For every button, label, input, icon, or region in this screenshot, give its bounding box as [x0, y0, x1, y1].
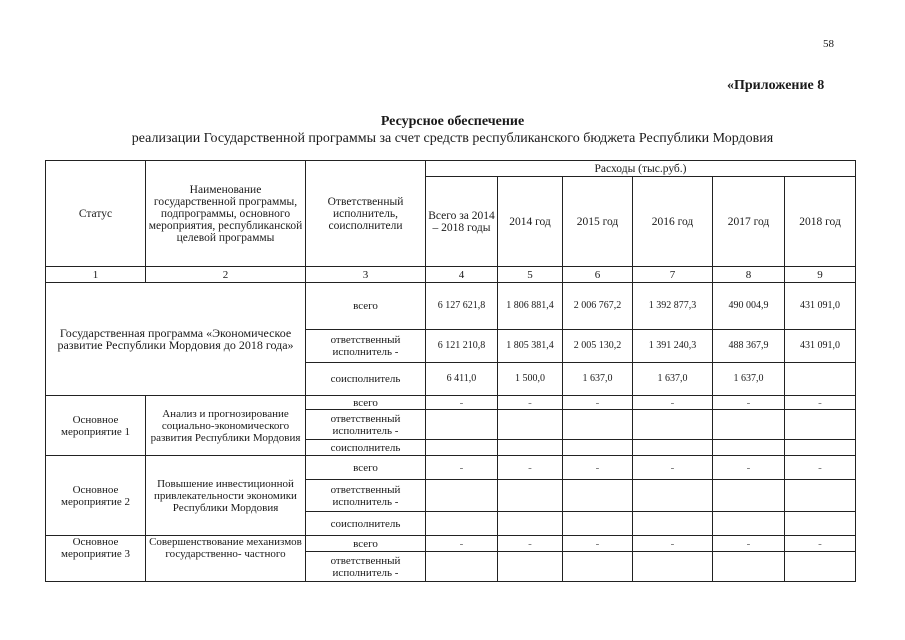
dash-cell: - — [563, 536, 633, 552]
measure-status: Основное мероприятие 2 — [46, 456, 146, 536]
header-2018: 2018 год — [785, 177, 856, 267]
header-status: Статус — [46, 161, 146, 267]
table-row — [46, 283, 856, 330]
cell-2014: 1 806 881,4 — [498, 283, 563, 330]
dash-cell: - — [426, 396, 498, 410]
cell-total: 6 411,0 — [426, 363, 498, 396]
header-2017: 2017 год — [713, 177, 785, 267]
row-label: соисполнитель — [306, 440, 426, 456]
cell-2016: 1 391 240,3 — [633, 330, 713, 363]
page-number: 58 — [823, 38, 834, 50]
row-label: ответственный исполнитель - — [306, 552, 426, 582]
appendix-label: «Приложение 8 — [727, 78, 825, 93]
table-row — [46, 456, 856, 480]
cell-2015: 1 637,0 — [563, 363, 633, 396]
table-row — [46, 396, 856, 410]
row-label: соисполнитель — [306, 363, 426, 396]
cell-2017: 1 637,0 — [713, 363, 785, 396]
row-label: ответственный исполнитель - — [306, 480, 426, 512]
column-number: 9 — [785, 267, 856, 283]
column-number: 4 — [426, 267, 498, 283]
cell-2015: 2 006 767,2 — [563, 283, 633, 330]
header-expenses: Расходы (тыс.руб.) — [426, 161, 856, 177]
dash-cell: - — [633, 396, 713, 410]
cell-2017: 490 004,9 — [713, 283, 785, 330]
table-row — [46, 536, 856, 552]
row-label: всего — [306, 456, 426, 480]
cell-2016: 1 392 877,3 — [633, 283, 713, 330]
dash-cell: - — [633, 456, 713, 480]
cell-2014: 1 805 381,4 — [498, 330, 563, 363]
row-label: соисполнитель — [306, 512, 426, 536]
dash-cell: - — [713, 536, 785, 552]
dash-cell: - — [426, 536, 498, 552]
measure-name: Повышение инвестиционной привлекательности экономики Республики Мордовия — [146, 456, 306, 536]
document-subtitle: реализации Государственной программы за счет средств республиканского бюджета Республики Мордовия — [131, 131, 774, 146]
header-2016: 2016 год — [633, 177, 713, 267]
column-number: 5 — [498, 267, 563, 283]
row-label: всего — [306, 536, 426, 552]
header-name: Наименование государственной программы, подпрограммы, основного мероприятия, республиканской целевой программы — [146, 161, 306, 267]
cell-2014: 1 500,0 — [498, 363, 563, 396]
resource-table — [45, 160, 856, 582]
row-label: ответственный исполнитель - — [306, 410, 426, 440]
column-number-row — [46, 267, 856, 283]
column-number: 6 — [563, 267, 633, 283]
column-number: 2 — [146, 267, 306, 283]
cell-2015: 2 005 130,2 — [563, 330, 633, 363]
header-2015: 2015 год — [563, 177, 633, 267]
row-label: всего — [306, 283, 426, 330]
dash-cell: - — [498, 536, 563, 552]
cell-2017: 488 367,9 — [713, 330, 785, 363]
program-name: Государственная программа «Экономическое развитие Республики Мордовия до 2018 года» — [46, 283, 306, 396]
column-number: 3 — [306, 267, 426, 283]
dash-cell: - — [785, 396, 856, 410]
header-executor: Ответственный исполнитель, соисполнители — [306, 161, 426, 267]
dash-cell: - — [785, 456, 856, 480]
cell-2018: 431 091,0 — [785, 283, 856, 330]
dash-cell: - — [785, 536, 856, 552]
dash-cell: - — [498, 396, 563, 410]
header-2014: 2014 год — [498, 177, 563, 267]
dash-cell: - — [713, 396, 785, 410]
measure-name: Совершенствование механизмов государственно- частного — [146, 536, 306, 582]
cell-2018 — [785, 363, 856, 396]
dash-cell: - — [713, 456, 785, 480]
row-label: всего — [306, 396, 426, 410]
cell-total: 6 121 210,8 — [426, 330, 498, 363]
row-label: ответственный исполнитель - — [306, 330, 426, 363]
column-number: 8 — [713, 267, 785, 283]
cell-2018: 431 091,0 — [785, 330, 856, 363]
cell-2016: 1 637,0 — [633, 363, 713, 396]
cell-total: 6 127 621,8 — [426, 283, 498, 330]
dash-cell: - — [563, 456, 633, 480]
dash-cell: - — [498, 456, 563, 480]
column-number: 1 — [46, 267, 146, 283]
document-title: Ресурсное обеспечение — [380, 114, 525, 129]
header-total: Всего за 2014 – 2018 годы — [426, 177, 498, 267]
measure-name: Анализ и прогнозирование социально-экономического развития Республики Мордовия — [146, 396, 306, 456]
measure-status: Основное мероприятие 3 — [46, 536, 146, 582]
dash-cell: - — [563, 396, 633, 410]
dash-cell: - — [633, 536, 713, 552]
dash-cell: - — [426, 456, 498, 480]
measure-status: Основное мероприятие 1 — [46, 396, 146, 456]
column-number: 7 — [633, 267, 713, 283]
